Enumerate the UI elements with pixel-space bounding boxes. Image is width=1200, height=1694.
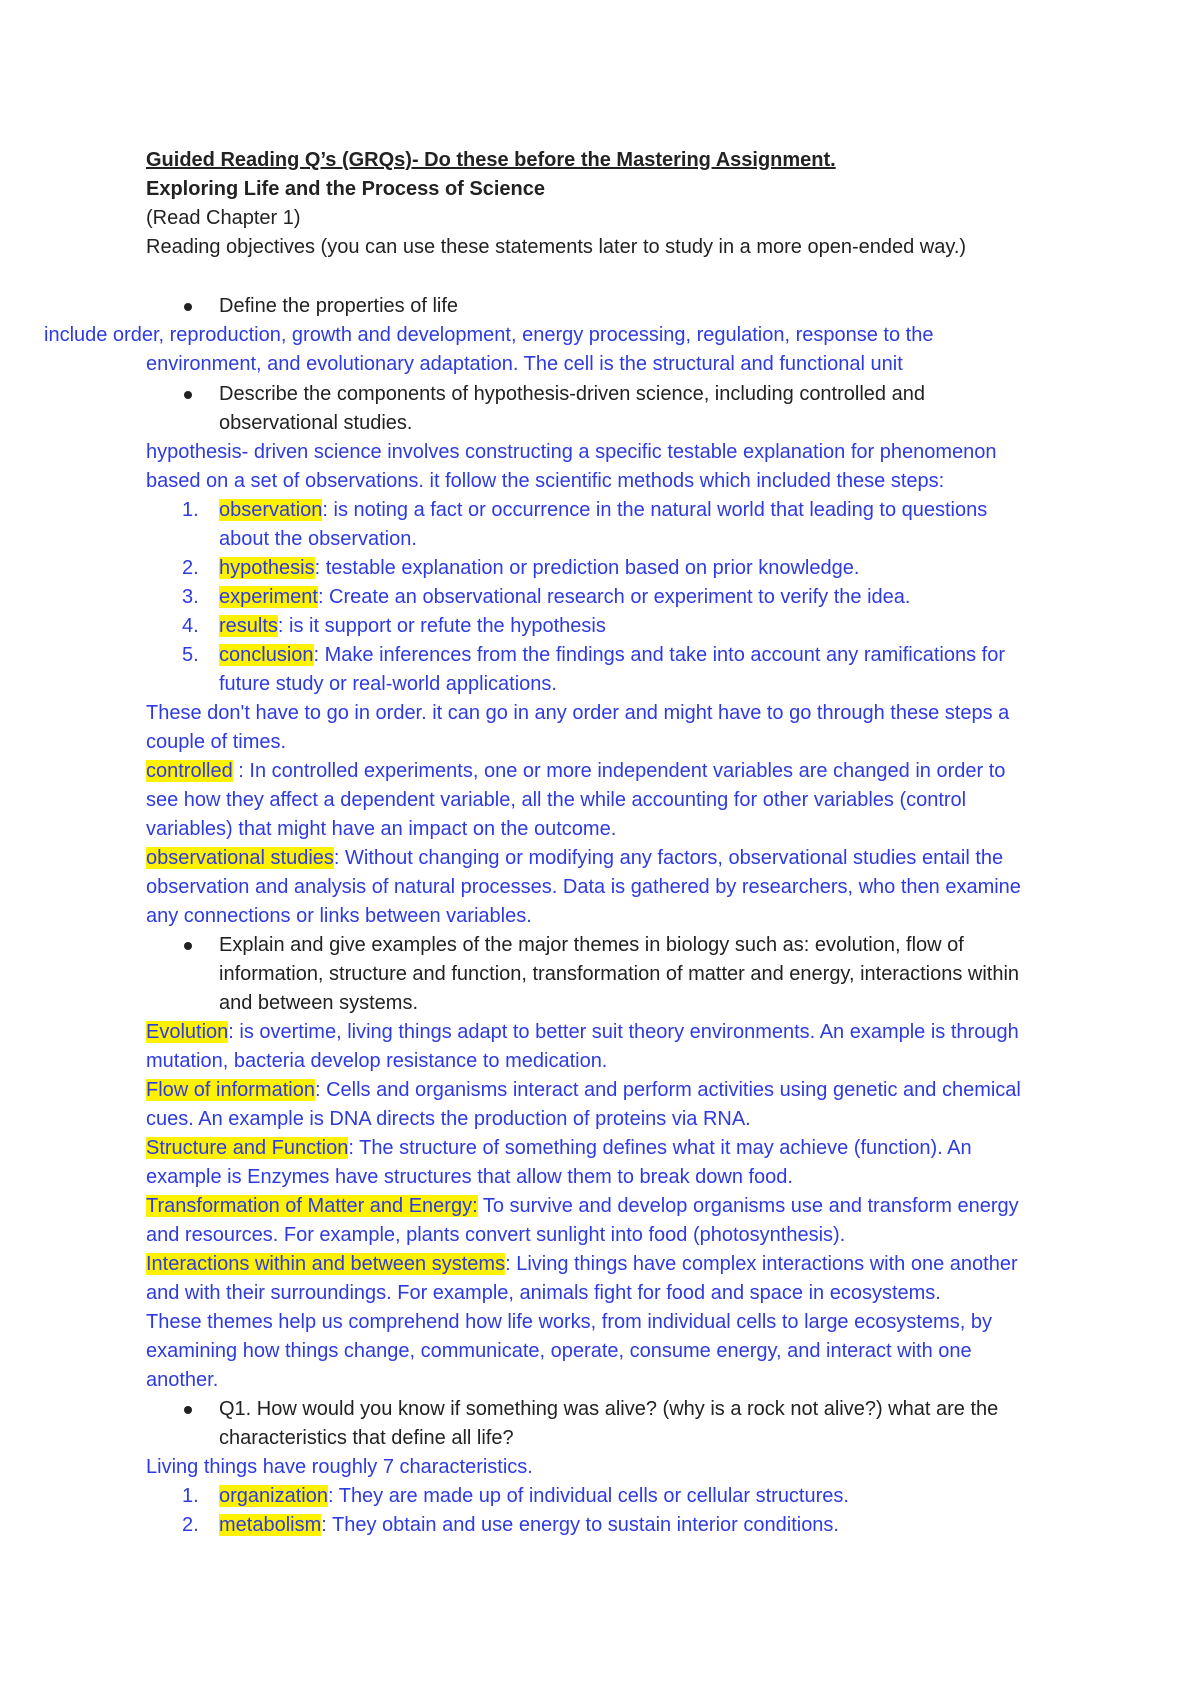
step-number: 5. bbox=[182, 644, 199, 666]
highlighted-term: controlled bbox=[146, 760, 233, 782]
theme-text: To survive and develop organisms use and transform energy bbox=[477, 1195, 1019, 1217]
highlighted-term: observational studies bbox=[146, 847, 334, 869]
highlighted-term: Structure and Function bbox=[146, 1137, 349, 1159]
step-experiment bbox=[219, 585, 910, 609]
q1-answer-intro: Living things have roughly 7 characteristics. bbox=[146, 1456, 533, 1478]
theme-flow-line: cues. An example is DNA directs the production of proteins via RNA. bbox=[146, 1108, 751, 1130]
theme-text: : is overtime, living things adapt to better suit theory environments. An example is through bbox=[228, 1021, 1019, 1043]
document-subtitle: Exploring Life and the Process of Science bbox=[146, 178, 545, 200]
hypothesis-intro-line: based on a set of observations. it follow the scientific methods which included these steps: bbox=[146, 470, 945, 492]
bullet-dot bbox=[184, 1406, 192, 1414]
highlighted-term: metabolism bbox=[219, 1514, 322, 1536]
highlighted-term: conclusion bbox=[219, 644, 314, 666]
step-continuation: about the observation. bbox=[219, 528, 417, 550]
theme-interactions bbox=[146, 1252, 1018, 1276]
theme-structure-line: example is Enzymes have structures that allow them to break down food. bbox=[146, 1166, 793, 1188]
objective-major-themes: and between systems. bbox=[219, 992, 418, 1014]
theme-transformation-line: and resources. For example, plants convert sunlight into food (photosynthesis). bbox=[146, 1224, 846, 1246]
question-q1: Q1. How would you know if something was alive? (why is a rock not alive?) what are the bbox=[219, 1398, 999, 1420]
characteristic-number: 1. bbox=[182, 1485, 199, 1507]
theme-structure-function bbox=[146, 1136, 972, 1160]
highlighted-term: hypothesis bbox=[219, 557, 315, 579]
bullet-dot bbox=[184, 303, 192, 311]
observational-definition bbox=[146, 846, 1003, 870]
step-text: : Create an observational research or experiment to verify the idea. bbox=[317, 586, 911, 608]
step-results bbox=[219, 614, 606, 638]
document-title: Guided Reading Q’s (GRQs)- Do these before the Mastering Assignment. bbox=[146, 149, 836, 171]
bullet-dot bbox=[184, 391, 192, 399]
controlled-definition bbox=[146, 759, 1005, 783]
bullet-dot bbox=[184, 942, 192, 950]
read-note: (Read Chapter 1) bbox=[146, 207, 301, 229]
step-text: : is noting a fact or occurrence in the natural world that leading to questions bbox=[322, 499, 988, 521]
characteristic-metabolism bbox=[219, 1513, 839, 1537]
highlighted-term: organization bbox=[219, 1485, 328, 1507]
step-observation bbox=[219, 498, 987, 522]
highlighted-term: experiment bbox=[219, 586, 318, 608]
characteristic-text: : They obtain and use energy to sustain interior conditions. bbox=[321, 1514, 839, 1536]
controlled-definition-line: see how they affect a dependent variable, all the while accounting for other variables (control bbox=[146, 789, 967, 811]
definition-text: : Without changing or modifying any factors, observational studies entail the bbox=[333, 847, 1004, 869]
step-hypothesis bbox=[219, 556, 859, 580]
theme-evolution-line: mutation, bacteria develop resistance to medication. bbox=[146, 1050, 608, 1072]
observational-definition-line: any connections or links between variables. bbox=[146, 905, 532, 927]
step-continuation: future study or real-world applications. bbox=[219, 673, 557, 695]
highlighted-term: Interactions within and between systems bbox=[146, 1253, 506, 1275]
highlighted-term: Flow of information bbox=[146, 1079, 315, 1101]
step-text: : is it support or refute the hypothesis bbox=[277, 615, 606, 637]
highlighted-term: Transformation of Matter and Energy: bbox=[146, 1195, 478, 1217]
question-q1: characteristics that define all life? bbox=[219, 1427, 514, 1449]
objective-hypothesis-science: Describe the components of hypothesis-driven science, including controlled and bbox=[219, 383, 925, 405]
step-text: : testable explanation or prediction based on prior knowledge. bbox=[314, 557, 860, 579]
objective-properties-of-life: Define the properties of life bbox=[219, 295, 459, 317]
highlighted-term: results bbox=[219, 615, 278, 637]
step-number: 2. bbox=[182, 557, 199, 579]
characteristic-organization bbox=[219, 1484, 849, 1508]
objectives-intro: Reading objectives (you can use these statements later to study in a more open-ended way.) bbox=[146, 236, 967, 258]
order-note-line: couple of times. bbox=[146, 731, 287, 753]
characteristic-text: : They are made up of individual cells or cellular structures. bbox=[327, 1485, 849, 1507]
controlled-definition-line: variables) that might have an impact on the outcome. bbox=[146, 818, 617, 840]
step-number: 1. bbox=[182, 499, 199, 521]
theme-text: : Living things have complex interactions with one another bbox=[505, 1253, 1018, 1275]
step-number: 3. bbox=[182, 586, 199, 608]
properties-answer-line: environment, and evolutionary adaptation. The cell is the structural and functional unit bbox=[146, 353, 903, 375]
highlighted-term: Evolution bbox=[146, 1021, 229, 1043]
theme-text: : Cells and organisms interact and perform activities using genetic and chemical bbox=[314, 1079, 1021, 1101]
theme-interactions-line: and with their surroundings. For example, animals fight for food and space in ecosystems. bbox=[146, 1282, 941, 1304]
step-number: 4. bbox=[182, 615, 199, 637]
properties-answer-line: include order, reproduction, growth and development, energy processing, regulation, response to the bbox=[44, 324, 934, 346]
objective-major-themes: information, structure and function, transformation of matter and energy, interactions within bbox=[219, 963, 1020, 985]
order-note-line: These don't have to go in order. it can go in any order and might have to go through these steps a bbox=[146, 702, 1010, 724]
observational-definition-line: observation and analysis of natural processes. Data is gathered by researchers, who then examine bbox=[146, 876, 1021, 898]
definition-text: : In controlled experiments, one or more independent variables are changed in order to bbox=[232, 760, 1006, 782]
step-text: : Make inferences from the findings and take into account any ramifications for bbox=[313, 644, 1005, 666]
objective-hypothesis-science: observational studies. bbox=[219, 412, 413, 434]
theme-evolution bbox=[146, 1020, 1019, 1044]
themes-summary-line: another. bbox=[146, 1369, 219, 1391]
objective-major-themes: Explain and give examples of the major themes in biology such as: evolution, flow of bbox=[219, 934, 964, 956]
step-conclusion bbox=[219, 643, 1005, 667]
theme-transformation bbox=[146, 1194, 1019, 1218]
characteristic-number: 2. bbox=[182, 1514, 199, 1536]
theme-text: : The structure of something defines what it may achieve (function). An bbox=[348, 1137, 972, 1159]
hypothesis-intro-line: hypothesis- driven science involves constructing a specific testable explanation for phenomenon bbox=[146, 441, 997, 463]
theme-flow-of-information bbox=[146, 1078, 1021, 1102]
highlighted-term: observation bbox=[219, 499, 323, 521]
themes-summary-line: These themes help us comprehend how life works, from individual cells to large ecosystems, by bbox=[146, 1311, 992, 1333]
themes-summary-line: examining how things change, communicate, operate, consume energy, and interact with one bbox=[146, 1340, 972, 1362]
